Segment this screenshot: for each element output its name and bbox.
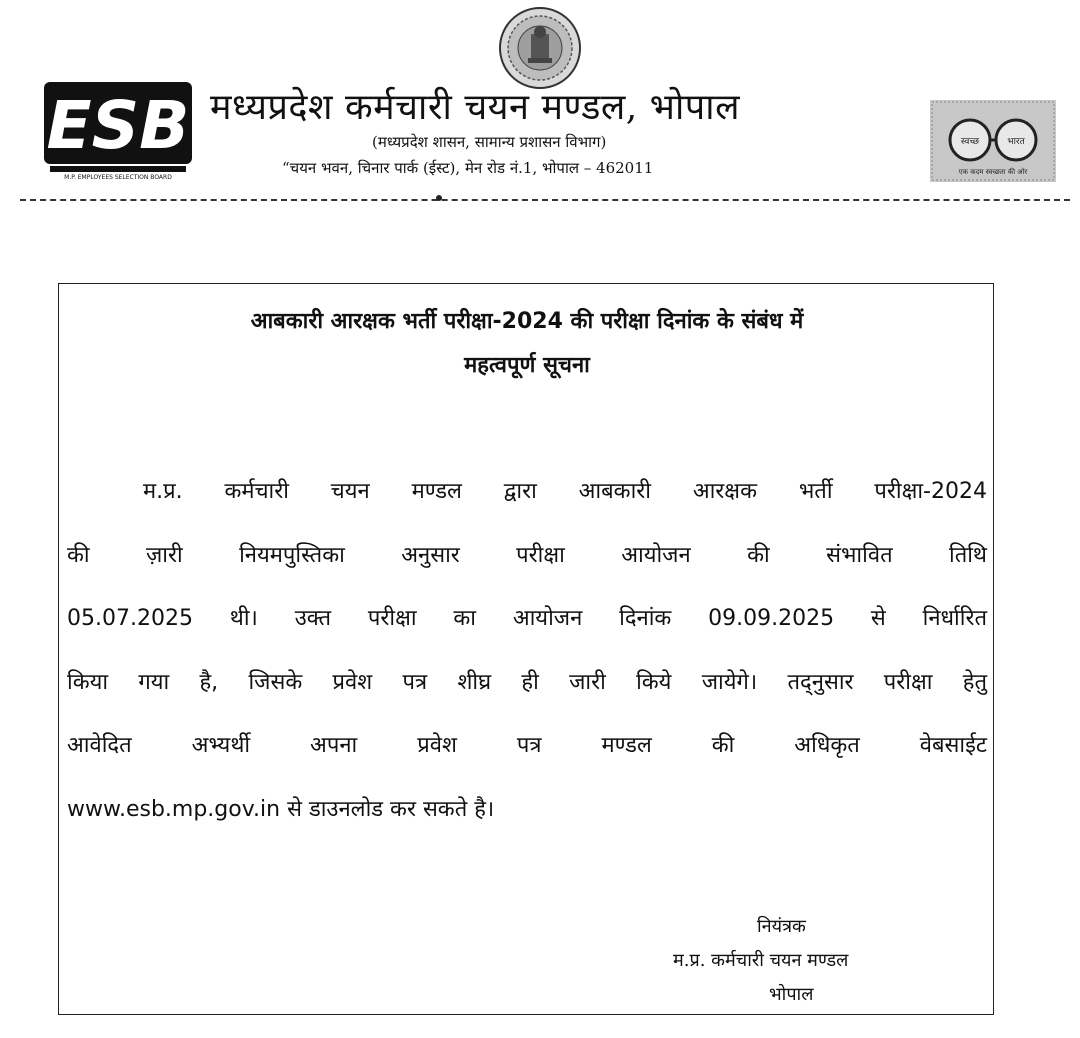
divider-mark xyxy=(436,195,442,201)
notice-box xyxy=(58,283,994,1015)
signature-block xyxy=(673,910,973,1012)
notice-body-line: किया गया है, जिसके प्रवेश पत्र शीघ्र ही जारी किये जायेगे। तद्नुसार परीक्षा हेतु xyxy=(67,669,987,695)
signature-city: भोपाल xyxy=(769,984,814,1005)
board-name: मध्यप्रदेश कर्मचारी चयन मण्डल, भोपाल xyxy=(210,87,740,128)
notice-body-line: म.प्र. कर्मचारी चयन मण्डल द्वारा आबकारी आरक्षक भर्ती परीक्षा-2024 xyxy=(143,479,987,504)
notice-body-line: 05.07.2025 थी। उक्त परीक्षा का आयोजन दिनांक 09.09.2025 से निर्धारित xyxy=(67,606,987,631)
notice-title-line-2: महत्वपूर्ण सूचना xyxy=(464,353,590,378)
letterhead-divider xyxy=(20,199,1070,201)
swachh-logo-word-1: स्वच्छ xyxy=(960,137,980,147)
esb-logo-subtext: M.P. EMPLOYEES SELECTION BOARD xyxy=(64,174,172,181)
board-address: “चयन भवन, चिनार पार्क (ईस्ट), मेन रोड नं.1, भोपाल – 462011 xyxy=(282,159,654,177)
state-emblem-seal xyxy=(498,6,582,90)
signature-designation: नियंत्रक xyxy=(757,916,806,937)
notice-body-line: की ज़ारी नियमपुस्तिका अनुसार परीक्षा आयोजन की संभावित तिथि xyxy=(67,542,987,568)
swachh-bharat-logo xyxy=(930,100,1056,182)
esb-logo-letters: ESB xyxy=(46,87,190,164)
notice-body xyxy=(67,460,987,841)
letterhead xyxy=(0,0,1080,210)
notice-body-line: www.esb.mp.gov.in से डाउनलोड कर सकते है। xyxy=(67,796,495,822)
esb-logo xyxy=(44,82,192,182)
signature-office: म.प्र. कर्मचारी चयन मण्डल xyxy=(673,950,849,971)
notice-title xyxy=(59,300,995,388)
swachh-logo-tagline: एक कदम स्वच्छता की ओर xyxy=(958,168,1028,176)
swachh-logo-word-2: भारत xyxy=(1007,137,1025,147)
notice-body-line: आवेदित अभ्यर्थी अपना प्रवेश पत्र मण्डल की अधिकृत वेबसाईट xyxy=(67,733,987,758)
notice-title-line-1: आबकारी आरक्षक भर्ती परीक्षा-2024 की परीक्षा दिनांक के संबंध में xyxy=(250,309,804,334)
department-name: (मध्यप्रदेश शासन, सामान्य प्रशासन विभाग) xyxy=(372,133,607,151)
